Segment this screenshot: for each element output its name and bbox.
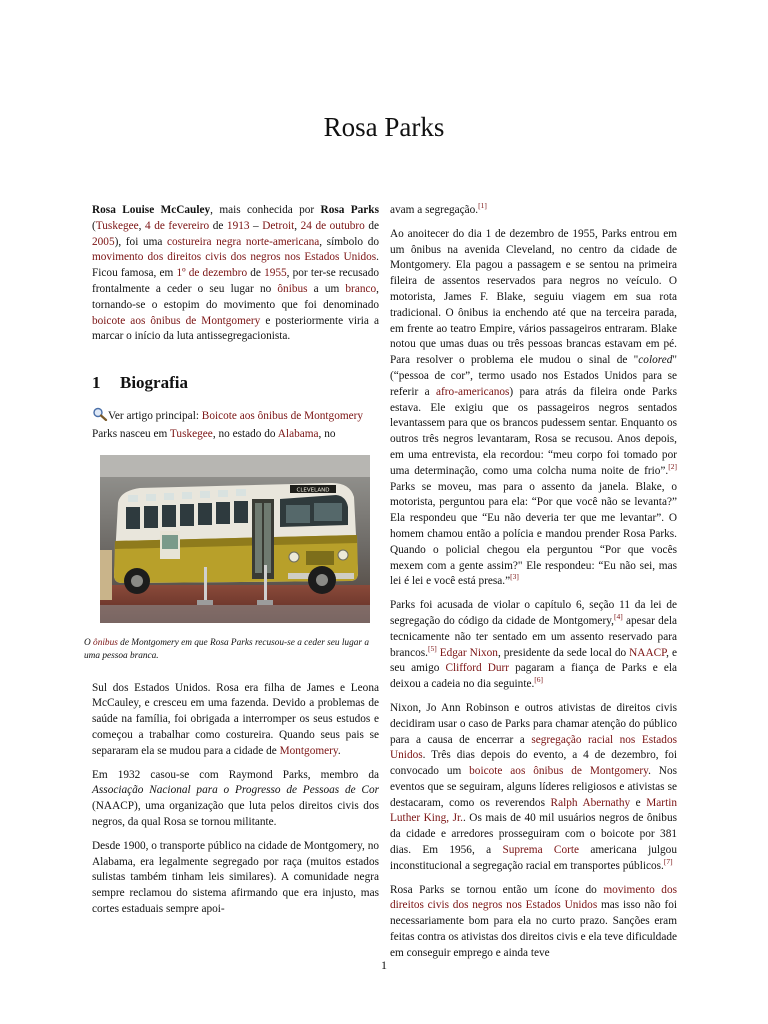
text: . Três dias depois do evento, a 4 de dezembro, foi convocado um (390, 749, 677, 778)
text: Nixon, Jo Ann Robinson e outros ativistas de direitos civis decidiram usar o caso de Parks para chamar atenção do público para a causa de encerrar a (390, 701, 677, 746)
text: – (249, 219, 263, 232)
link-movimento-2[interactable]: movimento dos direitos civis dos negros nos Estados Unidos (390, 883, 677, 912)
magnifier-icon (92, 407, 108, 421)
bus-sign: CLEVELAND (296, 487, 330, 494)
link-movimento[interactable]: movimento dos direitos civis dos negros nos Estados Unidos (92, 251, 377, 264)
link-tuskegee[interactable]: Tuskegee (95, 219, 139, 232)
text: , (294, 219, 301, 232)
text: ), foi uma (114, 235, 167, 248)
bold-name: Rosa Louise McCauley (92, 204, 211, 216)
paragraph (390, 701, 677, 875)
link-alabama[interactable]: Alabama (277, 427, 319, 440)
text: , tornando-se o estopim do movimento que foi denominado (92, 282, 379, 311)
text: americana julgou inconstitucional a segregação racial em transportes públicos. (390, 844, 677, 872)
text: Sul dos Estados Unidos. Rosa era filha de James e Leona McCauley, e cresceu em uma fazenda. Devido a problemas de saúde na família, foi obrigada a interromper os seus estudos e começou a trabalhar como costureira. Quando seus pais se separaram ela se mudou para a cidade de (92, 681, 379, 757)
paragraph: Desde 1900, o transporte público na cidade de Montgomery, no Alabama, era legalmente segregado por raça (muitos estados sulistas também tinham leis similares). A comunidade negra sempre reclamou do sistema afirmando que era injusto, mas cortes estaduais sempre apoi- (92, 839, 379, 915)
bus-figure (100, 455, 370, 623)
text: Rosa Parks se tornou então um ícone do (390, 883, 604, 896)
section-number: 1 (92, 373, 101, 393)
link-montgomery[interactable]: Montgomery (279, 744, 338, 757)
reference[interactable]: [3] (510, 572, 519, 582)
reference[interactable]: [7] (663, 857, 673, 867)
intro-paragraph (92, 203, 379, 345)
left-column (84, 203, 380, 926)
link-date2[interactable]: 24 de outubro (300, 219, 365, 232)
text: " (“pessoa de cor”, termo usado nos Estados Unidos para se referir a (390, 354, 677, 398)
text: Ao anoitecer do dia 1 de dezembro de 1955, Parks entrou em um ônibus na avenida Cleveland, no centro da cidade de Montgomery. Ela pagou a passagem e se sentou na primeira fileira de assentos reservados para negros no veículo. O motorista, James F. Blake, seguiu viagem em sua rota tradicional. O ônibus ia enchendo até que na terceira parada, em frente ao teatro Empire, vários passageiros entraram. Blake notou que umas duas ou três pessoas brancas estavam em pé. Para resolver o problema ele mudou o sinal de " (390, 227, 677, 367)
link-2005[interactable]: 2005 (92, 235, 115, 248)
link-1-dezembro[interactable]: 1º de dezembro (176, 267, 248, 280)
bold-name: Rosa Parks (320, 204, 379, 216)
text: . Ficou famosa, em (92, 251, 379, 280)
text: O (84, 637, 94, 648)
link-segregacao[interactable]: segregação racial nos Estados Unidos (390, 733, 677, 762)
text: ) para atrás da fileira onde Parks estava. Ele exigiu que os passageiros negros sentados levantassem para que os brancos pudessem sentar. Enquanto os outros três negros levantaram, Rosa se recusou. Anos depois, em uma entrevista, ela recordou: “meu corpo foi tomado por uma determinação, como uma colcha numa noite de frio”. (390, 385, 677, 477)
text: ( (92, 219, 96, 232)
bus-photo[interactable] (100, 455, 370, 623)
text: avam a segregação. (390, 204, 479, 216)
text: Parks se moveu, mas para o assento da janela. Blake, o motorista, perguntou para ela: “Por que você não se levanta?” Ela respondeu que “Eu não deveria ter que me levantar”. O homem chamou então a polícia e mandou prender Rosa Parks. Quando o policial chegou ela perguntou “Por que vocês mexem com a gente assim?" Ele respondeu: “Eu não sei, mas lei é lei e você está presa.” (390, 480, 677, 588)
text: de (209, 219, 227, 232)
link-date[interactable]: 4 de fevereiro (145, 219, 210, 232)
text: , símbolo do (319, 235, 379, 248)
text: . Nos eventos que se seguiram, alguns líderes religiosos e ativistas se destacaram, como os reverendos (390, 765, 677, 809)
text: , no (318, 427, 336, 440)
paragraph (390, 883, 677, 962)
text: Em 1932 casou-se com Raymond Parks, membro da (92, 768, 379, 781)
page-title: Rosa Parks (323, 112, 445, 142)
birth-line (92, 427, 379, 443)
section-heading (92, 375, 379, 391)
text: pagaram a fiança de Parks e ela deixou a cadeia no dia seguinte. (390, 662, 677, 691)
link-suprema-corte[interactable]: Suprema Corte (502, 844, 580, 857)
page-number: 1 (381, 958, 387, 972)
link-tuskegee-2[interactable]: Tuskegee (169, 427, 213, 440)
section-title: Biografia (120, 373, 188, 393)
text: , presidente da sede local do (497, 646, 630, 659)
link-clifford-durr[interactable]: Clifford Durr (445, 662, 510, 675)
text: , no estado do (212, 427, 278, 440)
text: , por ter-se recusado frontalmente a ceder o seu lugar no (92, 267, 379, 295)
text: (NAACP), uma organização que luta pelos direitos civis dos negros, da qual Rosa se tornou militante. (92, 800, 379, 828)
text: . Os mais de 40 mil usuários negros de ônibus da cidade e arredores prosseguiram com o boicote por 381 dias. Em 1956, a (390, 812, 677, 857)
reference[interactable]: [5] (427, 643, 437, 653)
reference[interactable]: [6] (534, 675, 544, 685)
text: . (337, 744, 341, 757)
link-afro-americanos[interactable]: afro-americanos (436, 385, 510, 398)
text: Parks foi acusada de violar o capítulo 6, seção 11 da lei de segregação do código da cidade de Montgomery, (390, 599, 677, 627)
link-1955[interactable]: 1955 (264, 267, 287, 280)
link-caption-onibus[interactable]: ônibus (93, 637, 118, 648)
right-column (390, 203, 677, 970)
reference[interactable]: [4] (613, 612, 623, 622)
link-abernathy[interactable]: Ralph Abernathy (550, 796, 631, 809)
text: , (138, 219, 146, 232)
paragraph (390, 598, 677, 693)
reference[interactable]: [2] (668, 461, 677, 471)
text: de Montgomery em que Rosa Parks recusou-se a ceder seu lugar a uma pessoa branca. (84, 637, 369, 661)
reference[interactable]: [1] (478, 201, 487, 211)
paragraph (390, 203, 677, 219)
link-boicote[interactable]: boicote aos ônibus de Montgomery (92, 314, 261, 327)
link-boicote-2[interactable]: boicote aos ônibus de Montgomery (469, 765, 649, 778)
text: mas isso não foi necessariamente bom para ela no curto prazo. Sanções eram feitas contra os ativistas dos direitos civis e ela teve dificuldade em conseguir emprego e ainda teve (390, 899, 677, 959)
link-detroit[interactable]: Detroit (262, 219, 295, 232)
text: apesar dela tecnicamente não ter sentado em um assento reservado para brancos. (390, 614, 677, 659)
link-branco[interactable]: branco (345, 282, 377, 295)
italic-colored: colored (638, 354, 673, 367)
link-mlk[interactable]: Martin Luther King, Jr. (390, 796, 677, 825)
link-negra[interactable]: negra (216, 235, 242, 248)
link-costureira[interactable]: costureira (167, 235, 212, 248)
see-also-prefix: Ver artigo principal: (108, 409, 202, 422)
text: a um (307, 282, 346, 295)
text: Parks nasceu em (92, 427, 170, 440)
figure-caption (84, 637, 371, 663)
text: , mais conhecida por (210, 204, 321, 216)
see-also-note (92, 407, 379, 425)
text: de (247, 267, 265, 280)
text: de (364, 219, 380, 232)
text: e posteriormente viria a marcar o início da luta antissegregacionista. (92, 314, 379, 343)
text: e (630, 796, 647, 809)
paragraph (390, 227, 677, 590)
link-onibus[interactable]: ônibus (277, 282, 308, 295)
italic-naacp: Associação Nacional para o Progresso de Pessoas de Cor (92, 784, 379, 797)
paragraph (92, 681, 379, 760)
link-norte-americana[interactable]: norte-americana (245, 235, 320, 248)
text: , e seu amigo (390, 646, 678, 675)
link-1913[interactable]: 1913 (226, 219, 250, 232)
paragraph (92, 768, 379, 831)
link-see-also-boicote[interactable]: Boicote aos ônibus de Montgomery (201, 409, 364, 422)
link-naacp[interactable]: NAACP (629, 646, 667, 659)
link-edgar-nixon[interactable]: Edgar Nixon (439, 646, 498, 659)
